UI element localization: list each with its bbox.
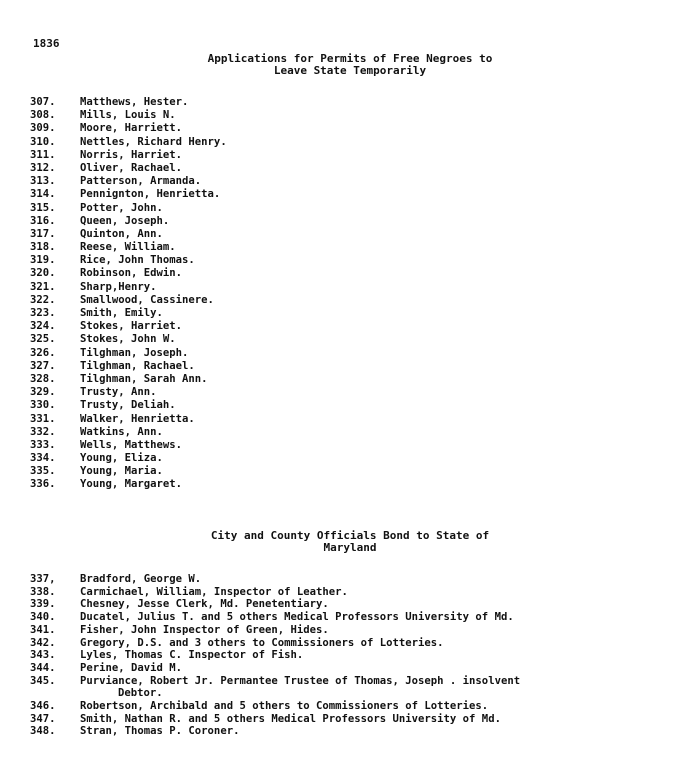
entry-main-text: Gregory, D.S. and 3 others to Commissioners of Lotteries. [80, 636, 444, 649]
list-item [30, 188, 227, 201]
entry-number: 308. [30, 109, 56, 122]
entry-text [80, 360, 195, 373]
entry-main-text: Tilghman, Joseph. [80, 346, 189, 359]
entry-number: 325. [30, 333, 56, 346]
entry-number: 348. [30, 725, 56, 738]
entry-text [80, 662, 700, 675]
list-item [30, 725, 700, 738]
entry-number: 328. [30, 372, 56, 385]
entry-text [80, 637, 700, 650]
list-item [30, 294, 227, 307]
entry-main-text: Pennignton, Henrietta. [80, 188, 221, 201]
list-item [30, 611, 700, 624]
entry-text [80, 624, 700, 637]
entry-text [80, 109, 176, 122]
entry-number: 330. [30, 399, 56, 412]
entry-main-text: Moore, Harriett. [80, 122, 183, 135]
list-item [30, 386, 227, 399]
entry-number: 327. [30, 359, 56, 372]
list-item [30, 586, 700, 599]
entry-text [80, 267, 182, 280]
section-heading-officials-bond [0, 530, 700, 554]
entry-main-text: Trusty, Deliah. [80, 399, 176, 412]
entry-main-text: Stran, Thomas P. Coroner. [80, 725, 240, 738]
entry-number: 307. [30, 96, 56, 108]
entry-main-text: Mills, Louis N. [80, 109, 176, 122]
entry-number: 344. [30, 661, 56, 674]
entry-number: 340. [30, 611, 56, 624]
list-item [30, 215, 227, 228]
list-item [30, 136, 227, 149]
entry-number: 332. [30, 425, 56, 438]
list-item [30, 360, 227, 373]
entry-number: 321. [30, 280, 56, 293]
entry-main-text: Potter, John. [80, 201, 163, 214]
list-item [30, 598, 700, 611]
list-item [30, 267, 227, 280]
entry-main-text: Chesney, Jesse Clerk, Md. Penetentiary. [80, 598, 329, 611]
list-item [30, 320, 227, 333]
entry-number: 310. [30, 135, 56, 148]
entry-text [80, 122, 182, 135]
section-heading-line-1: Applications for Permits of Free Negroes to [207, 52, 493, 65]
document-year: 1836 [33, 37, 60, 50]
entry-text [80, 700, 700, 713]
section-heading-line-1: City and County Officials Bond to State of [210, 529, 490, 542]
entry-number: 316. [30, 214, 56, 227]
entry-main-text: Ducatel, Julius T. and 5 others Medical Professors University of Md. [80, 611, 514, 624]
entry-number: 329. [30, 386, 56, 399]
entry-continuation: Debtor. [118, 687, 163, 700]
list-item [30, 307, 227, 320]
entry-main-text: Bradford, George W. [80, 573, 202, 585]
entry-main-text: Tilghman, Rachael. [80, 359, 195, 372]
entry-text [80, 162, 182, 175]
list-item [30, 347, 227, 360]
list-item [30, 675, 700, 700]
entry-main-text: Stokes, Harriet. [80, 320, 183, 333]
entry-text [80, 202, 163, 215]
list-item [30, 175, 227, 188]
entry-text [80, 426, 163, 439]
entry-main-text: Perine, David M. [80, 661, 183, 674]
entry-text [80, 307, 163, 320]
entry-text [80, 675, 700, 700]
entry-number: 341. [30, 623, 56, 636]
entry-text [80, 573, 700, 586]
entry-number: 324. [30, 320, 56, 333]
entry-number: 323. [30, 307, 56, 319]
entry-number: 334. [30, 452, 56, 465]
entry-text [80, 228, 163, 241]
entry-text [80, 333, 176, 346]
entry-text [80, 347, 188, 360]
entry-text [80, 281, 157, 294]
entry-main-text: Trusty, Ann. [80, 386, 157, 399]
entry-text [80, 713, 700, 726]
list-item [30, 149, 227, 162]
entry-main-text: Norris, Harriet. [80, 148, 183, 161]
list-item [30, 162, 227, 175]
entry-text [80, 149, 182, 162]
list-item [30, 465, 227, 478]
permit-applications-list [30, 96, 227, 492]
section-heading-line-2: Leave State Temporarily [273, 64, 427, 77]
entry-text [80, 175, 201, 188]
entry-main-text: Patterson, Armanda. [80, 175, 202, 188]
entry-text [80, 413, 195, 426]
entry-main-text: Oliver, Rachael. [80, 161, 183, 174]
entry-number: 343. [30, 649, 56, 662]
entry-main-text: Smallwood, Cassinere. [80, 293, 214, 306]
entry-number: 335. [30, 465, 56, 478]
entry-text [80, 478, 182, 491]
list-item [30, 122, 227, 135]
entry-text [80, 598, 700, 611]
entry-number: 333. [30, 438, 56, 451]
officials-bond-list [30, 573, 700, 738]
entry-main-text: Rice, John Thomas. [80, 254, 195, 267]
list-item [30, 426, 227, 439]
entry-number: 336. [30, 478, 56, 491]
entry-number: 331. [30, 412, 56, 425]
section-heading-free-negroes [0, 53, 700, 77]
entry-main-text: Purviance, Robert Jr. Permantee Trustee of Thomas, Joseph . insolvent [80, 674, 521, 687]
entry-number: 347. [30, 712, 56, 725]
entry-main-text: Queen, Joseph. [80, 214, 170, 227]
list-item [30, 413, 227, 426]
entry-number: 320. [30, 267, 56, 280]
list-item [30, 241, 227, 254]
entry-main-text: Stokes, John W. [80, 333, 176, 346]
entry-text [80, 215, 169, 228]
entry-text [80, 725, 700, 738]
entry-number: 315. [30, 201, 56, 214]
list-item [30, 478, 227, 491]
entry-number: 314. [30, 188, 56, 201]
entry-main-text: Lyles, Thomas C. Inspector of Fish. [80, 649, 304, 662]
entry-main-text: Smith, Nathan R. and 5 others Medical Professors University of Md. [80, 712, 501, 725]
entry-number: 319. [30, 254, 56, 267]
list-item [30, 649, 700, 662]
entry-main-text: Quinton, Ann. [80, 227, 163, 240]
list-item [30, 662, 700, 675]
list-item [30, 333, 227, 346]
entry-number: 311. [30, 148, 56, 161]
entry-text [80, 649, 700, 662]
entry-main-text: Watkins, Ann. [80, 425, 163, 438]
list-item [30, 439, 227, 452]
entry-number: 342. [30, 636, 56, 649]
entry-main-text: Robertson, Archibald and 5 others to Commissioners of Lotteries. [80, 700, 489, 713]
list-item [30, 713, 700, 726]
entry-main-text: Carmichael, William, Inspector of Leather. [80, 585, 348, 598]
entry-main-text: Young, Eliza. [80, 452, 163, 465]
entry-number: 318. [30, 241, 56, 254]
list-item [30, 96, 227, 109]
entry-main-text: Walker, Henrietta. [80, 412, 195, 425]
entry-text [80, 399, 176, 412]
entry-main-text: Wells, Matthews. [80, 438, 183, 451]
entry-text [80, 96, 188, 109]
list-item [30, 624, 700, 637]
list-item [30, 573, 700, 586]
entry-text [80, 611, 700, 624]
entry-number: 337, [30, 573, 56, 585]
entry-text [80, 320, 182, 333]
entry-main-text: Young, Margaret. [80, 478, 183, 491]
list-item [30, 373, 227, 386]
entry-number: 326. [30, 346, 56, 359]
entry-main-text: Sharp,Henry. [80, 280, 157, 293]
entry-main-text: Reese, William. [80, 241, 176, 254]
entry-text [80, 586, 700, 599]
list-item [30, 109, 227, 122]
entry-text [80, 241, 176, 254]
entry-number: 346. [30, 700, 56, 713]
entry-text [80, 136, 227, 149]
entry-text [80, 188, 220, 201]
list-item [30, 228, 227, 241]
entry-number: 317. [30, 227, 56, 240]
entry-number: 345. [30, 674, 56, 687]
list-item [30, 452, 227, 465]
list-item [30, 700, 700, 713]
list-item [30, 637, 700, 650]
list-item [30, 399, 227, 412]
list-item [30, 254, 227, 267]
entry-text [80, 254, 195, 267]
entry-main-text: Tilghman, Sarah Ann. [80, 372, 208, 385]
entry-main-text: Fisher, John Inspector of Green, Hides. [80, 623, 329, 636]
entry-main-text: Young, Maria. [80, 465, 163, 478]
section-heading-line-2: Maryland [323, 541, 377, 554]
entry-text [80, 465, 163, 478]
entry-number: 312. [30, 161, 56, 174]
entry-number: 338. [30, 585, 56, 598]
entry-number: 322. [30, 293, 56, 306]
entry-number: 309. [30, 122, 56, 135]
entry-number: 339. [30, 598, 56, 611]
entry-main-text: Nettles, Richard Henry. [80, 135, 227, 148]
list-item [30, 281, 227, 294]
entry-main-text: Smith, Emily. [80, 307, 163, 319]
entry-number: 313. [30, 175, 56, 188]
entry-main-text: Robinson, Edwin. [80, 267, 183, 280]
list-item [30, 202, 227, 215]
entry-main-text: Matthews, Hester. [80, 96, 189, 108]
entry-text [80, 294, 214, 307]
entry-text [80, 373, 208, 386]
entry-text [80, 386, 157, 399]
entry-text [80, 439, 182, 452]
entry-text [80, 452, 163, 465]
